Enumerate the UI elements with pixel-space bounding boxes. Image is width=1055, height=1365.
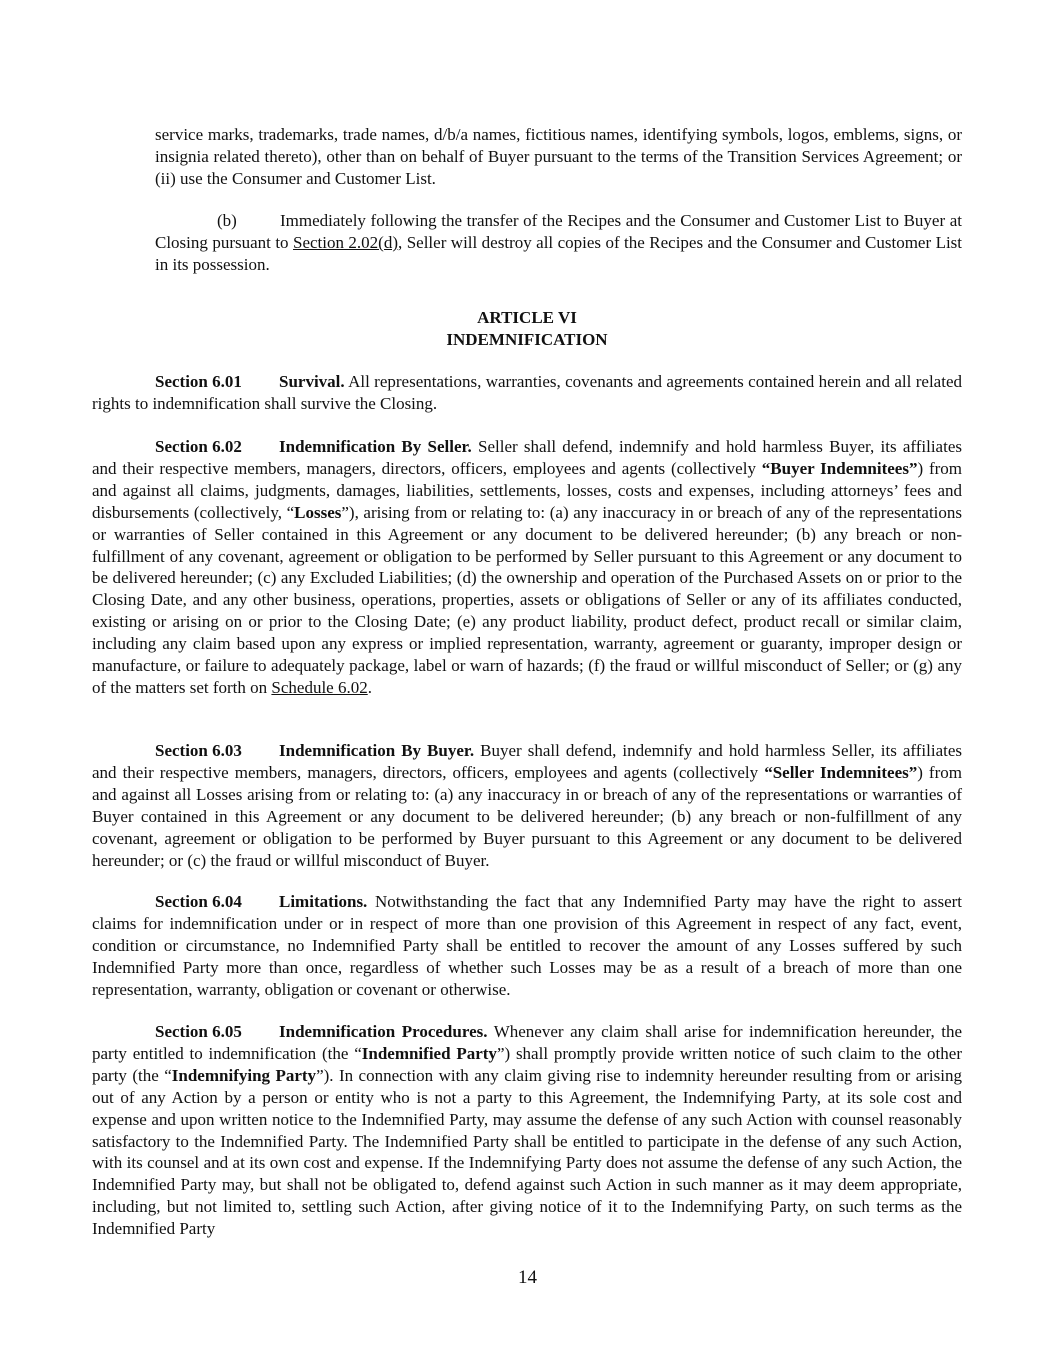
- section-number: Section 6.04: [155, 892, 242, 911]
- defined-term: Losses: [294, 502, 342, 522]
- section-6-03: [92, 740, 962, 871]
- section-number: Section 6.03: [155, 741, 242, 760]
- section-reference-link[interactable]: Section 2.02(d): [293, 232, 399, 252]
- section-text: ) from and against all Losses arising from or relating to: (a) any inaccuracy in or breach of any of the representations or warranties of Buyer contained in this Agreement or any document to be delivered hereunder; (b) any breach or non-fulfillment of any covenant, agreement or obligation to be performed by Buyer pursuant to this Agreement or any document to be delivered hereunder; or (c) the fraud or willful misconduct of Buyer.: [92, 762, 962, 870]
- section-6-02: [92, 436, 962, 699]
- paragraph-text: , Seller will destroy all copies of the Recipes and the Consumer and Customer List in its possession.: [155, 232, 963, 274]
- paragraph-label: (b): [217, 211, 237, 230]
- section-title: Limitations.: [279, 892, 368, 911]
- article-number: ARTICLE VI: [477, 308, 577, 327]
- defined-term: Indemnified Party: [361, 1043, 497, 1063]
- page-number: 14: [518, 1267, 537, 1288]
- section-title: Indemnification By Seller.: [279, 437, 472, 456]
- section-text: ”), arising from or relating to: (a) any inaccuracy in or breach of any of the representations or warranties of Seller contained in this Agreement or any document to be delivered hereunder; (b) any breach or non-fulfillment of any covenant, agreement or obligation to be performed by Seller pursuant to this Agreement or any document to be delivered hereunder; (c) any Excluded Liabilities; (d) the ownership and operation of the Purchased Assets on or prior to the Closing Date, and any other business, operations, properties, assets or obligations of Seller or any of its affiliates conducted, existing or arising on or prior to the Closing Date; (e) any product liability, product defect, product recall or similar claim, including any claim based upon any express or implied representation, warranty, agreement or guaranty, improper design or manufacture, or failure to adequately package, label or warn of hazards; (f) the fraud or willful misconduct of Seller; or (g) any of the matters set forth on: [92, 502, 963, 697]
- section-text: Seller shall defend, indemnify and hold harmless Buyer, its affiliates and their respective members, managers, directors, officers, employees and agents (collectively: [92, 437, 962, 478]
- section-6-05: [92, 1021, 962, 1240]
- defined-term: “Buyer Indemnitees”: [761, 458, 918, 478]
- paragraph-text: Immediately following the transfer of the Recipes and the Consumer and Customer List to Buyer at Closing pursuant to: [155, 211, 962, 252]
- section-6-01: [92, 371, 962, 415]
- section-title: Indemnification By Buyer.: [279, 741, 475, 760]
- section-title: Survival.: [279, 372, 345, 391]
- section-number: Section 6.05: [155, 1022, 242, 1041]
- section-title: Indemnification Procedures.: [279, 1022, 488, 1041]
- defined-term: “Seller Indemnitees”: [764, 762, 918, 782]
- section-text: Buyer shall defend, indemnify and hold harmless Seller, its affiliates and their respective members, managers, directors, officers, employees and agents (collectively: [92, 741, 962, 782]
- article-title: INDEMNIFICATION: [446, 330, 608, 349]
- section-number: Section 6.02: [155, 437, 242, 456]
- section-number: Section 6.01: [155, 372, 242, 391]
- section-6-04: [92, 891, 962, 1001]
- section-text: .: [367, 677, 372, 697]
- section-text: ) from and against all claims, judgments, damages, liabilities, settlements, losses, costs and expenses, including attorneys’ fees and disbursements (collectively, “: [92, 458, 962, 522]
- paragraph-b: [155, 210, 962, 276]
- defined-term: Indemnifying Party: [171, 1065, 317, 1085]
- paragraph-continued: [155, 124, 962, 190]
- schedule-reference-link[interactable]: Schedule 6.02: [271, 677, 368, 697]
- paragraph-text: service marks, trademarks, trade names, d/b/a names, fictitious names, identifying symbols, logos, emblems, signs, or insignia related thereto), other than on behalf of Buyer pursuant to the terms of the Transition Services Agreement; or (ii) use the Consumer and Customer List.: [155, 125, 962, 188]
- section-text: ”) shall promptly provide written notice of such claim to the other party (the “: [92, 1043, 962, 1085]
- section-text: All representations, warranties, covenants and agreements contained herein and all related rights to indemnification shall survive the Closing.: [92, 372, 962, 413]
- section-text: ”). In connection with any claim giving rise to indemnity hereunder resulting from or arising out of any Action by a person or entity who is not a party to this Agreement, the Indemnifying Party, at its sole cost and expense and upon written notice to the Indemnified Party, may assume the defense of any such Action with counsel reasonably satisfactory to the Indemnified Party. The Indemnified Party shall be entitled to participate in the defense of any such Action, with its counsel and at its own cost and expense. If the Indemnifying Party does not assume the defense of any such Action, the Indemnified Party may, but shall not be obligated to, defend against such Action in such manner as it may deem appropriate, including, but not limited to, settling such Action, after giving notice of it to the Indemnifying Party, on such terms as the Indemnified Party: [92, 1065, 962, 1239]
- section-text: Notwithstanding the fact that any Indemnified Party may have the right to assert claims for indemnification under or in respect of more than one provision of this Agreement in respect of any fact, event, condition or circumstance, no Indemnified Party shall be entitled to recover the amount of any Losses suffered by such Indemnified Party more than once, regardless of whether such Losses may be as a result of a breach of more than one representation, warranty, obligation or covenant or otherwise.: [92, 892, 962, 999]
- section-text: Whenever any claim shall arise for indemnification hereunder, the party entitled to indemnification (the “: [92, 1022, 963, 1063]
